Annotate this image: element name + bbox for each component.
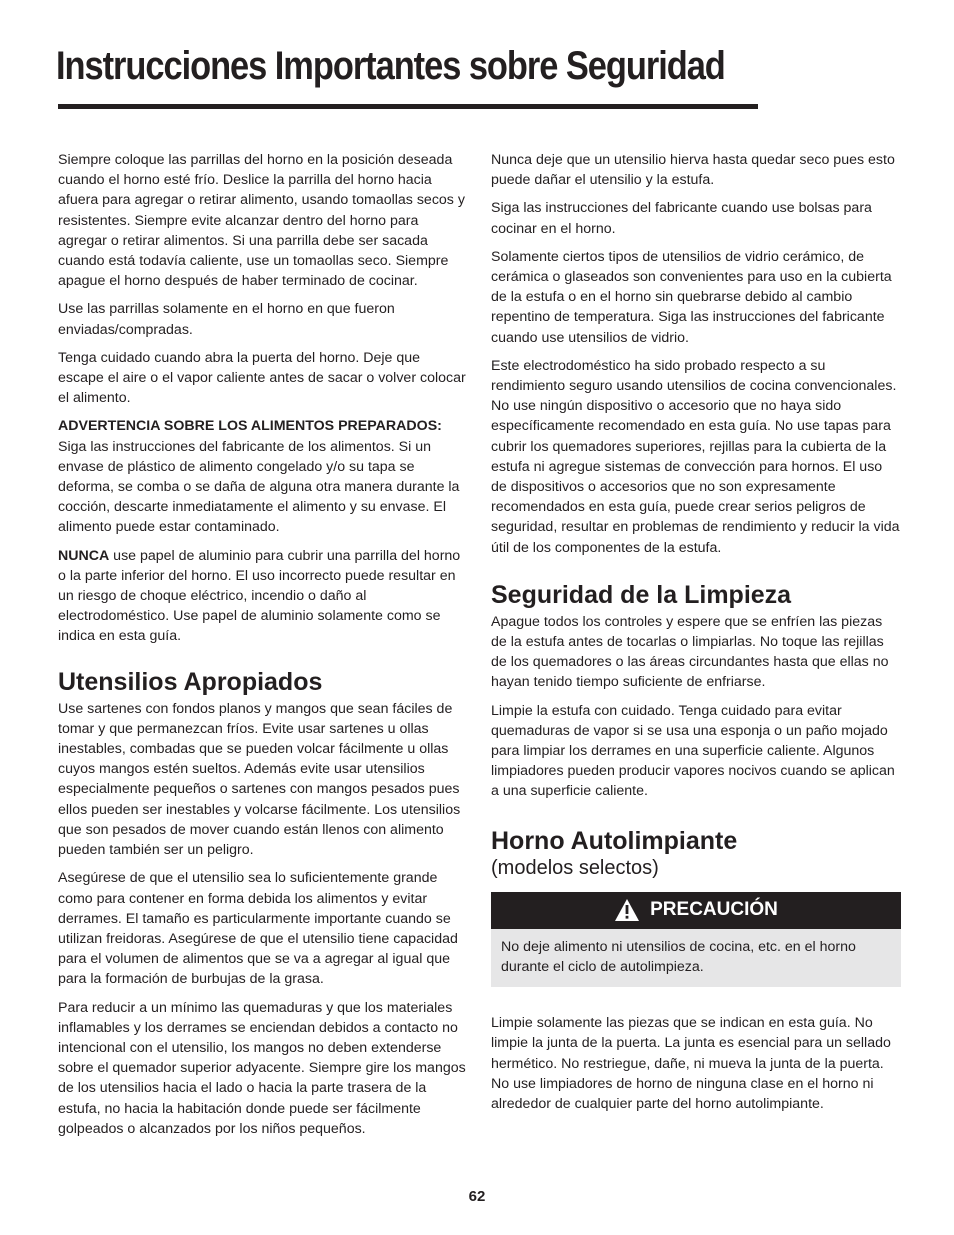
- paragraph-self-clean-parts: Limpie solamente las piezas que se indican en esta guía. No limpie la junta de la puerta. La junta es esencial para un sellado hermético. No restriegue, dañe, ni mueva la junta de la puerta. No use limpiadores de horno de ninguna clase en el horno ni alrededor de cualquier parte del horno autolimpiante.: [491, 1015, 891, 1112]
- page-title: Instrucciones Importantes sobre Seguridad: [56, 44, 725, 88]
- paragraph-cooking-bags: Siga las instrucciones del fabricante cuando use bolsas para cocinar en el horno.: [491, 200, 872, 237]
- page-number: 62: [468, 1188, 486, 1205]
- caution-text: No deje alimento ni utensilios de cocina, etc. en el horno durante el ciclo de autolimpieza.: [501, 938, 856, 975]
- caution-box: [491, 892, 901, 987]
- paragraph-utensils-handles: Para reducir a un mínimo las quemaduras y que los materiales inflamables y los derrames se enciendan debidos a contacto no intencional con el utensilio, los mangos no deben extenderse sobre el quemador superior adyacente. Siempre gire los mangos de los utensilios hacia el lado o hacia la parte trasera de la estufa, no hacia la habitación donde puede ser fácilmente golpeados o alcanzados por los niños pequeños.: [58, 999, 466, 1137]
- title-rule: [58, 104, 758, 109]
- caution-label: PRECAUCIÓN: [650, 899, 778, 921]
- paragraph-utensils-flat: Use sartenes con fondos planos y mangos que sean fáciles de tomar y que permanezcan fríos. Evite usar sartenes u ollas inestables, combadas que se pueden volcar fácilmente u ollas cuyos mangos estén sueltos. Además evite usar utensilios especialmente pequeños o sartenes con mangos pesados pues ellos pueden ser inestables y volcarse fácilmente. Los utensilios que son pesados de mover cuando están llenos con alimento pueden también ser un peligro.: [58, 700, 461, 859]
- left-column: [58, 150, 468, 1147]
- paragraph-glass-utensils: Solamente ciertos tipos de utensilios de vidrio cerámico, de cerámica o glaseados son convenientes para uso en la cubierta de la estufa o en el horno sin quebrarse debido al cambio repentino de temperatura. Siga las instrucciones del fabricante cuando use utensilios de vidrio.: [491, 248, 892, 346]
- section-subheading-modelos: (modelos selectos): [491, 856, 659, 879]
- right-column: [491, 150, 901, 1122]
- paragraph-aluminum-foil: [58, 546, 468, 647]
- paragraph-oven-door: Tenga cuidado cuando abra la puerta del horno. Deje que escape el aire o el vapor caliente antes de sacar o volver colocar el alimento.: [58, 349, 466, 407]
- paragraph-utensils-size: Asegúrese de que el utensilio sea lo suficientemente grande como para contener en forma debida los alimentos y evitar derrames. El tamaño es particularmente importante cuando se utilizan freidoras. Asegúrese de que el utensilio tiene capacidad para el volumen de alimentos que se va a agregar al igual que para la formación de burbujas de la grasa.: [58, 870, 458, 988]
- never-label: NUNCA: [58, 547, 110, 564]
- food-warning-text: Siga las instrucciones del fabricante de los alimentos. Si un envase de plástico de alimento congelado y/o su tapa se deforma, se comba o se daña de alguna otra manera durante la cocción, descarte inmediatamente el alimento y su envase. El alimento puede estar contaminado.: [58, 438, 460, 536]
- aluminum-foil-text: use papel de aluminio para cubrir una parrilla del horno o la parte inferior del horno. El uso incorrecto puede resultar en un riesgo de choque eléctrico, incendio o daño al electrodoméstico. Use papel de aluminio solamente como se indica en esta guía.: [58, 547, 461, 645]
- food-warning-heading: ADVERTENCIA SOBRE LOS ALIMENTOS PREPARADOS:: [58, 418, 442, 435]
- paragraph-oven-racks: Siempre coloque las parrillas del horno en la posición deseada cuando el horno esté frío. Deslice la parrilla del horno hacia afuera para agregar o retirar alimento, usando tomaollas secos y resistentes. Siempre evite alcanzar dentro del horno para agregar o retirar alimentos. Si una parrilla debe ser sacada cuando está todavía caliente, use un tomaollas seco. Siempre apague el horno después de haber terminado de cocinar.: [58, 152, 465, 290]
- section-heading-limpieza: Seguridad de la Limpieza: [491, 580, 792, 609]
- paragraph-cleaning-care: Limpie la estufa con cuidado. Tenga cuidado para evitar quemaduras de vapor si se usa una esponja o un paño mojado para limpiar los derrames en una superficie caliente. Algunos limpiadores pueden producir vapores nocivos cuando se aplican a una superficie caliente.: [491, 702, 895, 800]
- paragraph-boil-dry: Nunca deje que un utensilio hierva hasta quedar seco pues esto puede dañar el utensilio y la estufa.: [491, 152, 895, 189]
- paragraph-cleaning-cool: Apague todos los controles y espere que se enfríen las piezas de la estufa antes de tocarlas o limpiarlas. No toque las rejillas de los quemadores o las áreas circundantes hasta que ellas no hayan tenido tiempo suficiente de enfriarse.: [491, 613, 889, 691]
- warning-triangle-icon: [614, 898, 640, 922]
- section-heading-utensilios: Utensilios Apropiados: [58, 667, 323, 696]
- caution-header: [491, 892, 901, 929]
- section-heading-horno: Horno Autolimpiante: [491, 826, 738, 855]
- paragraph-food-warning: [58, 416, 468, 537]
- paragraph-appliance-tested: Este electrodoméstico ha sido probado respecto a su rendimiento seguro usando utensilios de cocina convencionales. No use ningún dispositivo o accesorio que no haya sido específicamente recomendado en esta guía. No use tapas para cubrir los quemadores superiores, rejillas para la cubierta de la estufa ni agregue sistemas de convección para hornos. El uso de dispositivos o accesorios que no son expresamente recomendados en esta guía, puede crear serios peligros de seguridad, resultar en problemas de rendimiento y reducir la vida útil de los componentes de la estufa.: [491, 357, 900, 556]
- caution-body: [491, 929, 901, 987]
- paragraph-racks-usage: Use las parrillas solamente en el horno en que fueron enviadas/compradas.: [58, 301, 395, 338]
